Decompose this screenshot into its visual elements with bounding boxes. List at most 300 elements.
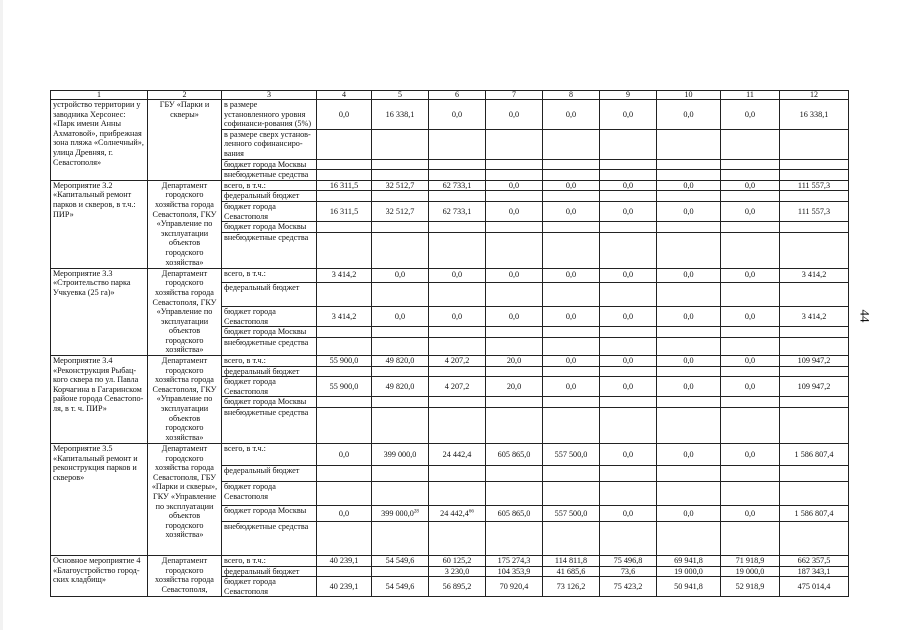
value-cell <box>780 337 849 355</box>
value-cell <box>372 180 429 191</box>
value-cell <box>429 222 486 233</box>
value-cell <box>600 327 657 338</box>
value-cell <box>372 191 429 202</box>
value-text: 4 207,2 <box>444 356 470 366</box>
value-text: 557 500,0 <box>554 449 588 459</box>
value-cell <box>657 222 721 233</box>
value-cell <box>486 577 543 597</box>
value-cell <box>721 482 780 506</box>
value-cell <box>543 366 600 377</box>
value-cell <box>780 377 849 397</box>
value-text: 1 586 807,4 <box>794 508 834 518</box>
funding-source-cell: в размере установленного уровня софинанси-рования (5%) <box>222 100 317 130</box>
executor-cell: Департамент городского хозяйства города Севастополя, ГКУ «Управление по эксплуатации объектов городского хозяйства» <box>148 180 222 268</box>
value-text: 557 500,0 <box>554 508 588 518</box>
value-cell <box>486 201 543 221</box>
value-text: 49 820,0 <box>385 382 415 392</box>
value-cell <box>372 170 429 181</box>
value-cell <box>721 577 780 597</box>
value-cell <box>372 366 429 377</box>
col-header: 11 <box>721 91 780 100</box>
value-cell <box>429 306 486 326</box>
value-cell <box>600 482 657 506</box>
value-cell <box>372 577 429 597</box>
value-cell <box>721 356 780 367</box>
value-cell <box>317 522 372 556</box>
value-cell <box>780 268 849 282</box>
value-text: 0,0 <box>394 270 406 280</box>
value-cell <box>780 366 849 377</box>
value-text: 0,0 <box>338 508 350 518</box>
value-cell <box>372 506 429 522</box>
scan-edge <box>0 0 3 630</box>
value-cell <box>486 377 543 397</box>
value-text: 0,0 <box>683 508 694 518</box>
value-cell <box>317 268 372 282</box>
value-text: 40 239,1 <box>329 556 359 566</box>
value-cell <box>780 356 849 367</box>
funding-source-cell: бюджет города Москвы <box>222 159 317 170</box>
value-cell <box>600 180 657 191</box>
value-text: 0,0 <box>622 180 634 190</box>
value-cell <box>721 170 780 181</box>
value-cell <box>317 466 372 482</box>
value-text: 187 343,1 <box>797 566 831 576</box>
value-cell <box>721 129 780 159</box>
value-text: 0,0 <box>508 109 520 119</box>
value-cell <box>429 337 486 355</box>
value-cell <box>543 408 600 444</box>
value-text: 3 414,2 <box>801 311 827 321</box>
value-cell <box>657 180 721 191</box>
value-cell <box>657 366 721 377</box>
value-cell <box>600 306 657 326</box>
value-text: 0,0 <box>622 382 634 392</box>
value-cell <box>486 282 543 306</box>
value-text: 52 918,9 <box>735 582 765 592</box>
funding-source-cell: бюджет города Москвы <box>222 327 317 338</box>
value-text: 0,0 <box>565 109 577 119</box>
measure-name-cell: Мероприятие 3.3 «Строительство парка Учкуевка (25 га)» <box>51 268 148 355</box>
value-cell <box>657 129 721 159</box>
executor-cell: Департамент городского хозяйства города Севастополя, <box>148 556 222 597</box>
value-cell <box>721 180 780 191</box>
value-cell <box>600 466 657 482</box>
value-cell <box>543 170 600 181</box>
value-cell <box>486 306 543 326</box>
value-text: 0,0 <box>508 270 520 280</box>
value-cell <box>372 522 429 556</box>
value-cell <box>600 444 657 466</box>
value-cell <box>600 408 657 444</box>
value-text: 0,0 <box>683 356 694 366</box>
funding-source-cell: федеральный бюджет <box>222 566 317 577</box>
value-cell <box>657 170 721 181</box>
value-cell <box>317 566 372 577</box>
value-cell <box>429 180 486 191</box>
value-cell <box>721 408 780 444</box>
value-cell <box>657 466 721 482</box>
value-text: 16 311,5 <box>329 180 359 190</box>
value-text: 0,0 <box>451 270 463 280</box>
value-cell <box>657 566 721 577</box>
footnote-mark: 28 <box>413 509 419 514</box>
funding-source-cell: бюджет города Москвы <box>222 397 317 408</box>
value-cell <box>657 337 721 355</box>
value-text: 0,0 <box>683 382 694 392</box>
value-cell <box>657 191 721 202</box>
value-text: 16 338,1 <box>799 109 829 119</box>
funding-source-cell: бюджет города Севастополя <box>222 377 317 397</box>
value-cell <box>600 201 657 221</box>
value-text: 0,0 <box>622 206 634 216</box>
value-cell <box>486 191 543 202</box>
value-cell <box>317 506 372 522</box>
value-cell <box>486 408 543 444</box>
value-text: 0,0 <box>744 382 756 392</box>
value-cell <box>780 282 849 306</box>
value-cell <box>317 556 372 567</box>
value-cell <box>372 566 429 577</box>
value-text: 0,0 <box>565 382 577 392</box>
value-cell <box>486 327 543 338</box>
value-text: 605 865,0 <box>497 508 531 518</box>
value-cell <box>429 397 486 408</box>
value-cell <box>317 170 372 181</box>
value-cell <box>372 556 429 567</box>
value-text: 71 918,9 <box>735 556 765 566</box>
value-text: 19 000,0 <box>735 566 765 576</box>
value-cell <box>543 377 600 397</box>
value-text: 75 423,2 <box>613 582 643 592</box>
value-cell <box>543 466 600 482</box>
value-cell <box>657 282 721 306</box>
value-text: 0,0 <box>744 356 756 366</box>
value-text: 69 941,8 <box>674 556 703 566</box>
value-cell <box>486 566 543 577</box>
value-cell <box>657 232 721 268</box>
value-cell <box>543 337 600 355</box>
value-text: 3 414,2 <box>331 270 357 280</box>
value-cell <box>721 566 780 577</box>
value-cell <box>372 356 429 367</box>
value-text: 0,0 <box>622 449 634 459</box>
value-text: 109 947,2 <box>797 382 831 392</box>
value-cell <box>780 444 849 466</box>
value-text: 16 311,5 <box>329 206 359 216</box>
measure-name-cell: Мероприятие 3.4 «Реконструкция Рыбац-кого сквера по ул. Павла Корчагина в Гагаринском районе города Севастопо-ля, в т. ч. ПИР» <box>51 356 148 444</box>
value-cell <box>721 327 780 338</box>
value-cell <box>780 577 849 597</box>
value-text: 0,0 <box>622 508 634 518</box>
col-header: 2 <box>148 91 222 100</box>
value-text: 0,0 <box>508 311 520 321</box>
value-cell <box>317 337 372 355</box>
value-cell <box>543 506 600 522</box>
value-text: 0,0 <box>622 356 634 366</box>
funding-source-cell: внебюджетные средства <box>222 337 317 355</box>
header-row <box>51 91 849 100</box>
value-cell <box>317 159 372 170</box>
value-text: 0,0 <box>508 206 520 216</box>
funding-source-cell: федеральный бюджет <box>222 191 317 202</box>
value-cell <box>429 159 486 170</box>
value-cell <box>429 506 486 522</box>
table-row <box>51 444 849 466</box>
value-text: 605 865,0 <box>497 449 531 459</box>
value-cell <box>486 337 543 355</box>
value-cell <box>317 356 372 367</box>
value-cell <box>317 100 372 130</box>
value-cell <box>543 444 600 466</box>
value-cell <box>543 556 600 567</box>
value-text: 0,0 <box>683 206 694 216</box>
funding-source-cell: всего, в т.ч.: <box>222 556 317 567</box>
value-cell <box>429 566 486 577</box>
value-cell <box>780 191 849 202</box>
funding-source-cell: бюджет города Севастополя <box>222 482 317 506</box>
value-text: 0,0 <box>744 180 756 190</box>
table-row <box>51 100 849 130</box>
value-text: 111 557,3 <box>797 180 831 190</box>
value-cell <box>657 377 721 397</box>
value-cell <box>486 444 543 466</box>
value-cell <box>543 129 600 159</box>
table-row <box>51 356 849 367</box>
value-text: 0,0 <box>565 270 577 280</box>
value-cell <box>372 444 429 466</box>
value-cell <box>600 577 657 597</box>
value-cell <box>429 268 486 282</box>
value-text: 0,0 <box>338 449 350 459</box>
value-cell <box>372 337 429 355</box>
value-text: 0,0 <box>565 356 577 366</box>
value-text: 40 239,1 <box>329 582 359 592</box>
value-text: 50 941,8 <box>674 582 703 592</box>
value-cell <box>543 306 600 326</box>
value-cell <box>721 306 780 326</box>
col-header: 12 <box>780 91 849 100</box>
value-cell <box>721 191 780 202</box>
value-cell <box>372 306 429 326</box>
value-cell <box>543 356 600 367</box>
value-cell <box>780 408 849 444</box>
value-text: 20,0 <box>506 356 522 366</box>
value-text: 32 512,7 <box>385 206 415 216</box>
value-text: 0,0 <box>744 311 756 321</box>
value-text: 70 920,4 <box>499 582 529 592</box>
value-cell <box>780 159 849 170</box>
value-text: 0,0 <box>394 311 406 321</box>
executor-cell: Департамент городского хозяйства города Севастополя, ГКУ «Управление по эксплуатации объектов городского хозяйства» <box>148 356 222 444</box>
value-cell <box>657 397 721 408</box>
value-cell <box>543 268 600 282</box>
value-cell <box>372 129 429 159</box>
value-text: 0,0 <box>683 180 694 190</box>
value-cell <box>543 566 600 577</box>
value-cell <box>486 180 543 191</box>
value-cell <box>429 577 486 597</box>
value-cell <box>543 191 600 202</box>
measure-name-cell: устройство территории у заводника Херсонес: «Парк имени Анны Ахматовой», прибрежная зона пляжа «Солнечный», улица Древняя, г. Севастополя» <box>51 100 148 181</box>
value-cell <box>780 170 849 181</box>
value-text: 0,0 <box>683 311 694 321</box>
value-cell <box>721 522 780 556</box>
value-cell <box>721 159 780 170</box>
value-text: 55 900,0 <box>329 356 359 366</box>
value-cell <box>780 466 849 482</box>
value-cell <box>543 282 600 306</box>
value-cell <box>429 282 486 306</box>
value-cell <box>600 170 657 181</box>
value-text: 111 557,3 <box>797 206 831 216</box>
value-cell <box>780 129 849 159</box>
value-text: 4 207,2 <box>444 382 470 392</box>
col-header: 7 <box>486 91 543 100</box>
funding-source-cell: бюджет города Севастополя <box>222 201 317 221</box>
value-text: 0,0 <box>338 109 350 119</box>
value-cell <box>600 566 657 577</box>
value-cell <box>429 408 486 444</box>
funding-source-cell: всего, в т.ч.: <box>222 180 317 191</box>
value-text: 0,0 <box>683 270 694 280</box>
value-cell <box>657 522 721 556</box>
value-cell <box>317 327 372 338</box>
value-cell <box>543 201 600 221</box>
value-text: 0,0 <box>565 311 577 321</box>
value-cell <box>429 201 486 221</box>
value-cell <box>780 222 849 233</box>
value-cell <box>657 506 721 522</box>
funding-source-cell: федеральный бюджет <box>222 366 317 377</box>
value-text: 662 357,5 <box>797 556 831 566</box>
value-text: 75 496,8 <box>613 556 643 566</box>
value-cell <box>317 577 372 597</box>
value-text: 24 442,4 <box>440 508 469 518</box>
value-text: 73 126,2 <box>556 582 586 592</box>
value-cell <box>429 129 486 159</box>
value-cell <box>429 100 486 130</box>
value-cell <box>657 356 721 367</box>
value-cell <box>657 482 721 506</box>
executor-cell: Департамент городского хозяйства города Севастополя, ГБУ «Парки и скверы», ГКУ «Управление по эксплуатации объектов городского хозяйства» <box>148 444 222 556</box>
value-cell <box>600 506 657 522</box>
value-cell <box>429 522 486 556</box>
value-cell <box>600 282 657 306</box>
value-cell <box>780 100 849 130</box>
value-cell <box>657 159 721 170</box>
value-cell <box>486 356 543 367</box>
value-cell <box>721 556 780 567</box>
value-cell <box>543 159 600 170</box>
value-cell <box>780 506 849 522</box>
col-header: 5 <box>372 91 429 100</box>
value-text: 0,0 <box>622 311 634 321</box>
value-cell <box>780 306 849 326</box>
value-cell <box>600 232 657 268</box>
value-text: 109 947,2 <box>797 356 831 366</box>
value-cell <box>317 444 372 466</box>
value-text: 0,0 <box>744 270 756 280</box>
value-text: 56 895,2 <box>442 582 472 592</box>
value-cell <box>429 556 486 567</box>
value-cell <box>721 397 780 408</box>
value-cell <box>429 356 486 367</box>
value-cell <box>780 180 849 191</box>
value-cell <box>317 397 372 408</box>
col-header: 1 <box>51 91 148 100</box>
value-cell <box>486 482 543 506</box>
value-cell <box>372 466 429 482</box>
value-cell <box>486 466 543 482</box>
measure-name-cell: Мероприятие 3.5 «Капитальный ремонт и реконструкция парков и скверов» <box>51 444 148 556</box>
value-cell <box>600 397 657 408</box>
value-text: 32 512,7 <box>385 180 415 190</box>
value-cell <box>600 268 657 282</box>
value-cell <box>372 232 429 268</box>
value-text: 54 549,6 <box>385 556 415 566</box>
value-text: 104 353,9 <box>497 566 531 576</box>
value-cell <box>317 180 372 191</box>
value-cell <box>721 506 780 522</box>
value-text: 54 549,6 <box>385 582 415 592</box>
value-cell <box>486 100 543 130</box>
value-cell <box>486 506 543 522</box>
value-text: 0,0 <box>744 206 756 216</box>
value-cell <box>721 366 780 377</box>
value-cell <box>600 366 657 377</box>
value-text: 3 414,2 <box>331 311 357 321</box>
value-cell <box>429 191 486 202</box>
value-cell <box>600 556 657 567</box>
page-number: 44 <box>857 309 873 323</box>
value-text: 62 733,1 <box>442 180 472 190</box>
value-cell <box>486 366 543 377</box>
measure-name-cell: Основное мероприятие 4 «Благоустройство город-ских кладбищ» <box>51 556 148 597</box>
value-text: 0,0 <box>451 311 463 321</box>
value-cell <box>429 232 486 268</box>
value-cell <box>721 444 780 466</box>
value-cell <box>780 201 849 221</box>
table-row <box>51 556 849 567</box>
funding-source-cell: внебюджетные средства <box>222 170 317 181</box>
value-cell <box>721 222 780 233</box>
value-text: 0,0 <box>622 109 634 119</box>
value-text: 114 811,8 <box>554 556 588 566</box>
value-cell <box>372 327 429 338</box>
value-cell <box>372 222 429 233</box>
value-cell <box>600 191 657 202</box>
value-text: 0,0 <box>744 109 756 119</box>
funding-source-cell: бюджет города Москвы <box>222 222 317 233</box>
value-text: 0,0 <box>683 449 694 459</box>
value-cell <box>657 556 721 567</box>
value-cell <box>486 170 543 181</box>
value-cell <box>543 232 600 268</box>
value-cell <box>657 408 721 444</box>
value-text: 399 000,0 <box>381 508 414 518</box>
value-cell <box>543 222 600 233</box>
value-cell <box>600 337 657 355</box>
value-cell <box>721 337 780 355</box>
value-text: 399 000,0 <box>383 449 417 459</box>
value-cell <box>372 100 429 130</box>
table-body <box>51 100 849 597</box>
value-cell <box>317 222 372 233</box>
value-text: 0,0 <box>565 206 577 216</box>
value-text: 60 125,2 <box>442 556 472 566</box>
value-cell <box>543 327 600 338</box>
